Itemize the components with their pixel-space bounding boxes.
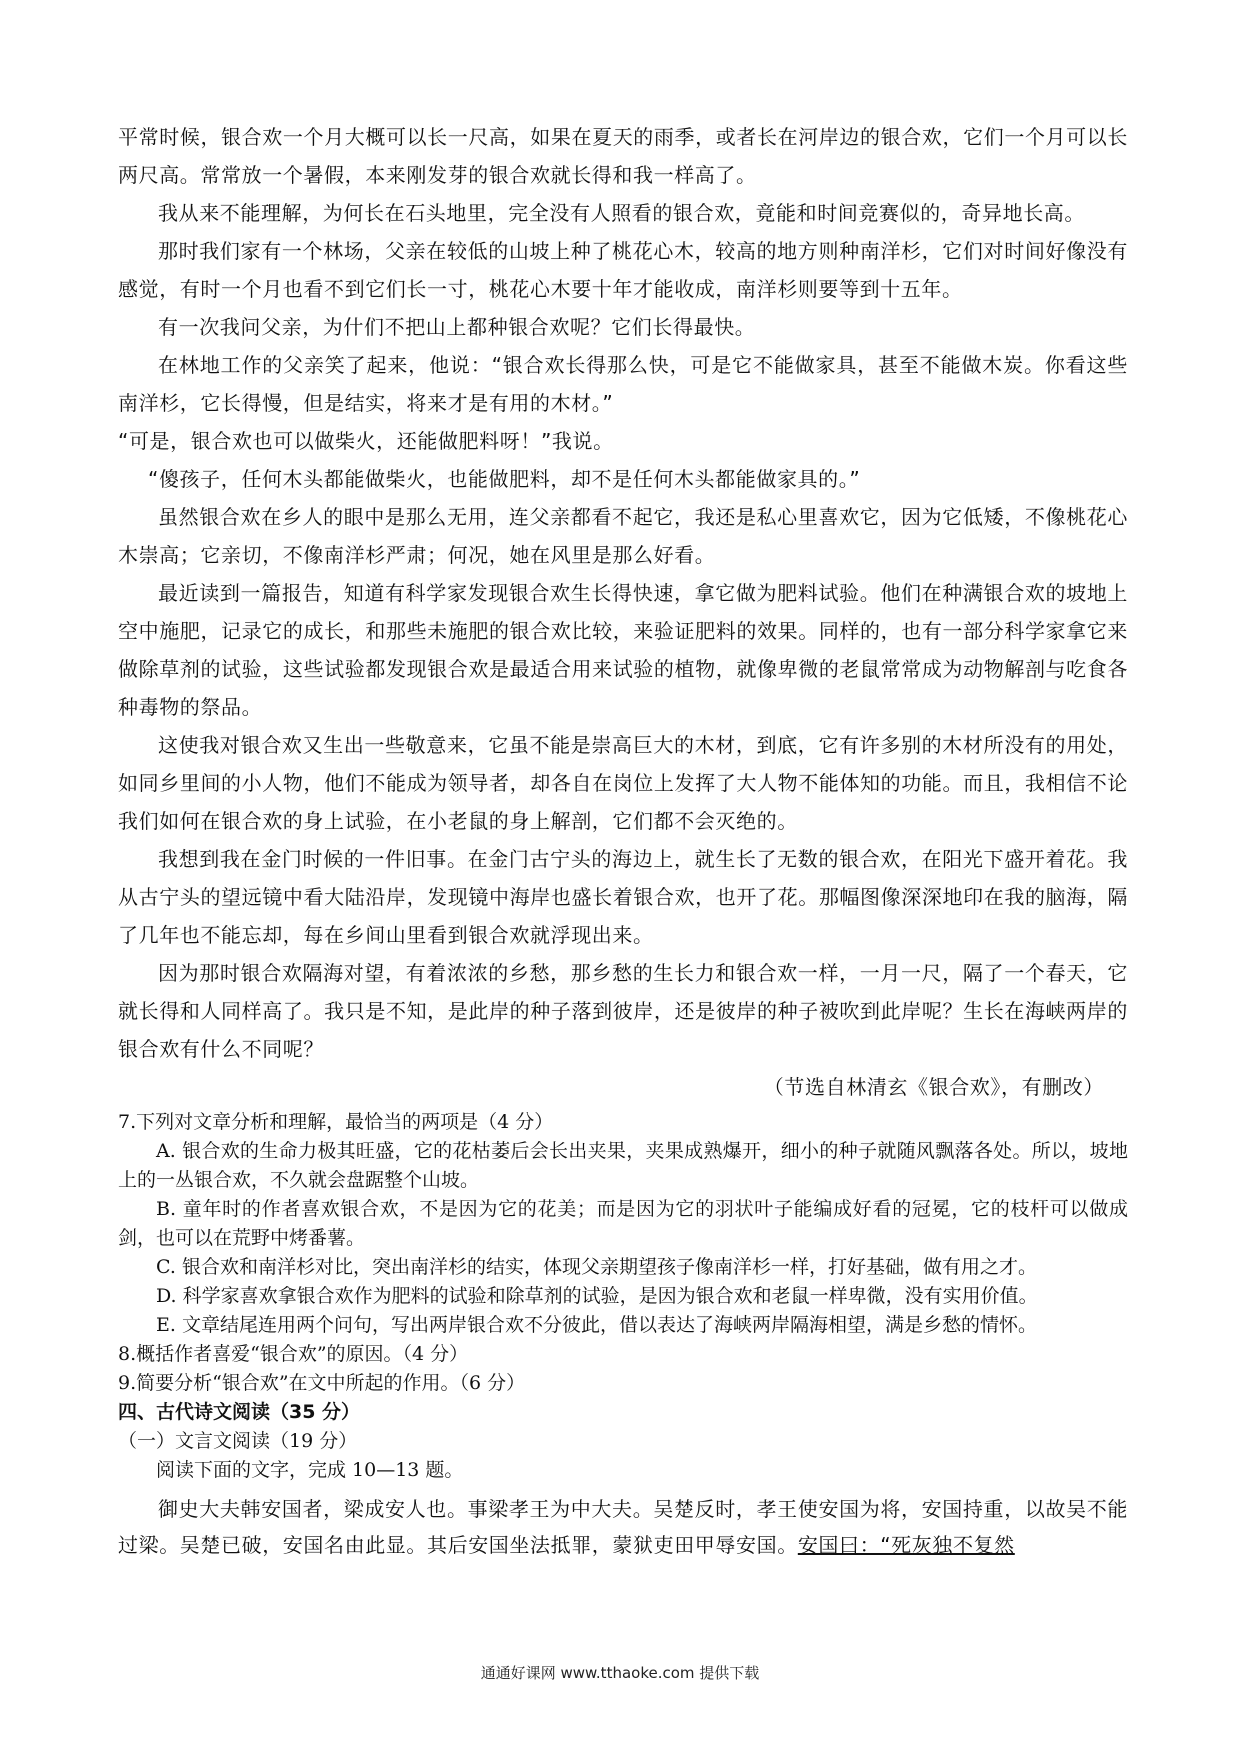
reading-instruction: 阅读下面的文字，完成 10—13 题。 [156,1459,464,1481]
option-d: D. 科学家喜欢拿银合欢作为肥料的试验和除草剂的试验，是因为银合欢和老鼠一样卑微，没有实用价值。 [156,1285,1038,1307]
option-e: E. 文章结尾连用两个问句，写出两岸银合欢不分彼此，借以表达了海峡两岸隔海相望，满是乡愁的情怀。 [156,1314,1037,1336]
passage-paragraph: 平常时候，银合欢一个月大概可以长一尺高，如果在夏天的雨季，或者长在河岸边的银合欢，它们一个月可以长两尺高。常常放一个暑假，本来刚发芽的银合欢就长得和我一样高了。 [118,125,1128,187]
passage-paragraph: 因为那时银合欢隔海对望，有着浓浓的乡愁，那乡愁的生长力和银合欢一样，一月一尺，隔了一个春天，它就长得和人同样高了。我只是不知，是此岸的种子落到彼岸，还是彼岸的种子被吹到此岸呢？生长在海峡两岸的银合欢有什么不同呢？ [118,961,1128,1061]
section-heading: 四、古代诗文阅读（35 分） [118,1401,361,1423]
question-block [118,1108,1128,1485]
passage-paragraph: 那时我们家有一个林场，父亲在较低的山坡上种了桃花心木，较高的地方则种南洋杉，它们对时间好像没有感觉，有时一个月也看不到它们长一寸，桃花心木要十年才能收成，南洋杉则要等到十五年。 [118,239,1128,301]
modern-passage [118,118,1128,1106]
passage-source: （节选自林清玄《银合欢》，有删改） [763,1075,1104,1099]
option-b: B. 童年时的作者喜欢银合欢，不是因为它的花美；而是因为它的羽状叶子能编成好看的冠冕，它的枝杆可以做成剑，也可以在荒野中烤番薯。 [118,1198,1128,1249]
option-a: A. 银合欢的生命力极其旺盛，它的花枯萎后会长出夹果，夹果成熟爆开，细小的种子就随风飘落各处。所以，坡地上的一丛银合欢，不久就会盘踞整个山坡。 [118,1140,1128,1191]
passage-paragraph: “可是，银合欢也可以做柴火，还能做肥料呀！”我说。 [118,429,614,453]
page-footer: 通通好课网 www.tthaoke.com 提供下载 [480,1664,760,1682]
passage-paragraph: 有一次我问父亲，为什们不把山上都种银合欢呢？它们长得最快。 [158,315,756,339]
passage-paragraph: 最近读到一篇报告，知道有科学家发现银合欢生长得快速，拿它做为肥料试验。他们在种满银合欢的坡地上空中施肥，记录它的成长，和那些未施肥的银合欢比较，来验证肥料的效果。同样的，也有一部分科学家拿它来做除草剂的试验，这些试验都发现银合欢是最适合用来试验的植物，就像卑微的老鼠常常成为动物解剖与吃食各种毒物的祭品。 [118,581,1128,719]
option-c: C. 银合欢和南洋杉对比，突出南洋杉的结实，体现父亲期望孩子像南洋杉一样，打好基础，做有用之才。 [156,1256,1037,1278]
classical-paragraph [118,1491,1128,1563]
sub-section-heading: （一）文言文阅读（19 分） [118,1430,358,1452]
classical-text: 御史大夫韩安国者，梁成安人也。事梁孝王为中大夫。吴楚反时，孝王使安国为将，安国持重，以故吴不能过梁。吴楚已破，安国名由此显。其后安国坐法抵罪，蒙狱吏田甲辱安国。 [118,1497,1128,1557]
classical-underlined-text: 安国曰：“死灰独不复然 [797,1533,1015,1557]
passage-paragraph: 在林地工作的父亲笑了起来，他说：“银合欢长得那么快，可是它不能做家具，甚至不能做木炭。你看这些南洋杉，它长得慢，但是结实，将来才是有用的木材。” [118,353,1128,415]
document-page [118,118,1128,1563]
question-7: 7.下列对文章分析和理解，最恰当的两项是（4 分） [118,1111,554,1133]
passage-paragraph: 我想到我在金门时候的一件旧事。在金门古宁头的海边上，就生长了无数的银合欢，在阳光下盛开着花。我从古宁头的望远镜中看大陆沿岸，发现镜中海岸也盛长着银合欢，也开了花。那幅图像深深地印在我的脑海，隔了几年也不能忘却，每在乡间山里看到银合欢就浮现出来。 [118,847,1128,947]
question-9: 9.简要分析“银合欢”在文中所起的作用。（6 分） [118,1372,526,1394]
classical-passage [118,1491,1128,1563]
question-8: 8.概括作者喜爱“银合欢”的原因。（4 分） [118,1343,469,1365]
passage-paragraph: “傻孩子，任何木头都能做柴火，也能做肥料，却不是任何木头都能做家具的。” [148,467,861,491]
passage-paragraph: 虽然银合欢在乡人的眼中是那么无用，连父亲都看不起它，我还是私心里喜欢它，因为它低矮，不像桃花心木崇高；它亲切，不像南洋杉严肃；何况，她在风里是那么好看。 [118,505,1128,567]
passage-paragraph: 这使我对银合欢又生出一些敬意来，它虽不能是崇高巨大的木材，到底，它有许多别的木材所没有的用处，如同乡里间的小人物，他们不能成为领导者，却各自在岗位上发挥了大人物不能体知的功能。而且，我相信不论我们如何在银合欢的身上试验，在小老鼠的身上解剖，它们都不会灭绝的。 [118,733,1128,833]
passage-paragraph: 我从来不能理解，为何长在石头地里，完全没有人照看的银合欢，竟能和时间竞赛似的，奇异地长高。 [158,201,1085,225]
